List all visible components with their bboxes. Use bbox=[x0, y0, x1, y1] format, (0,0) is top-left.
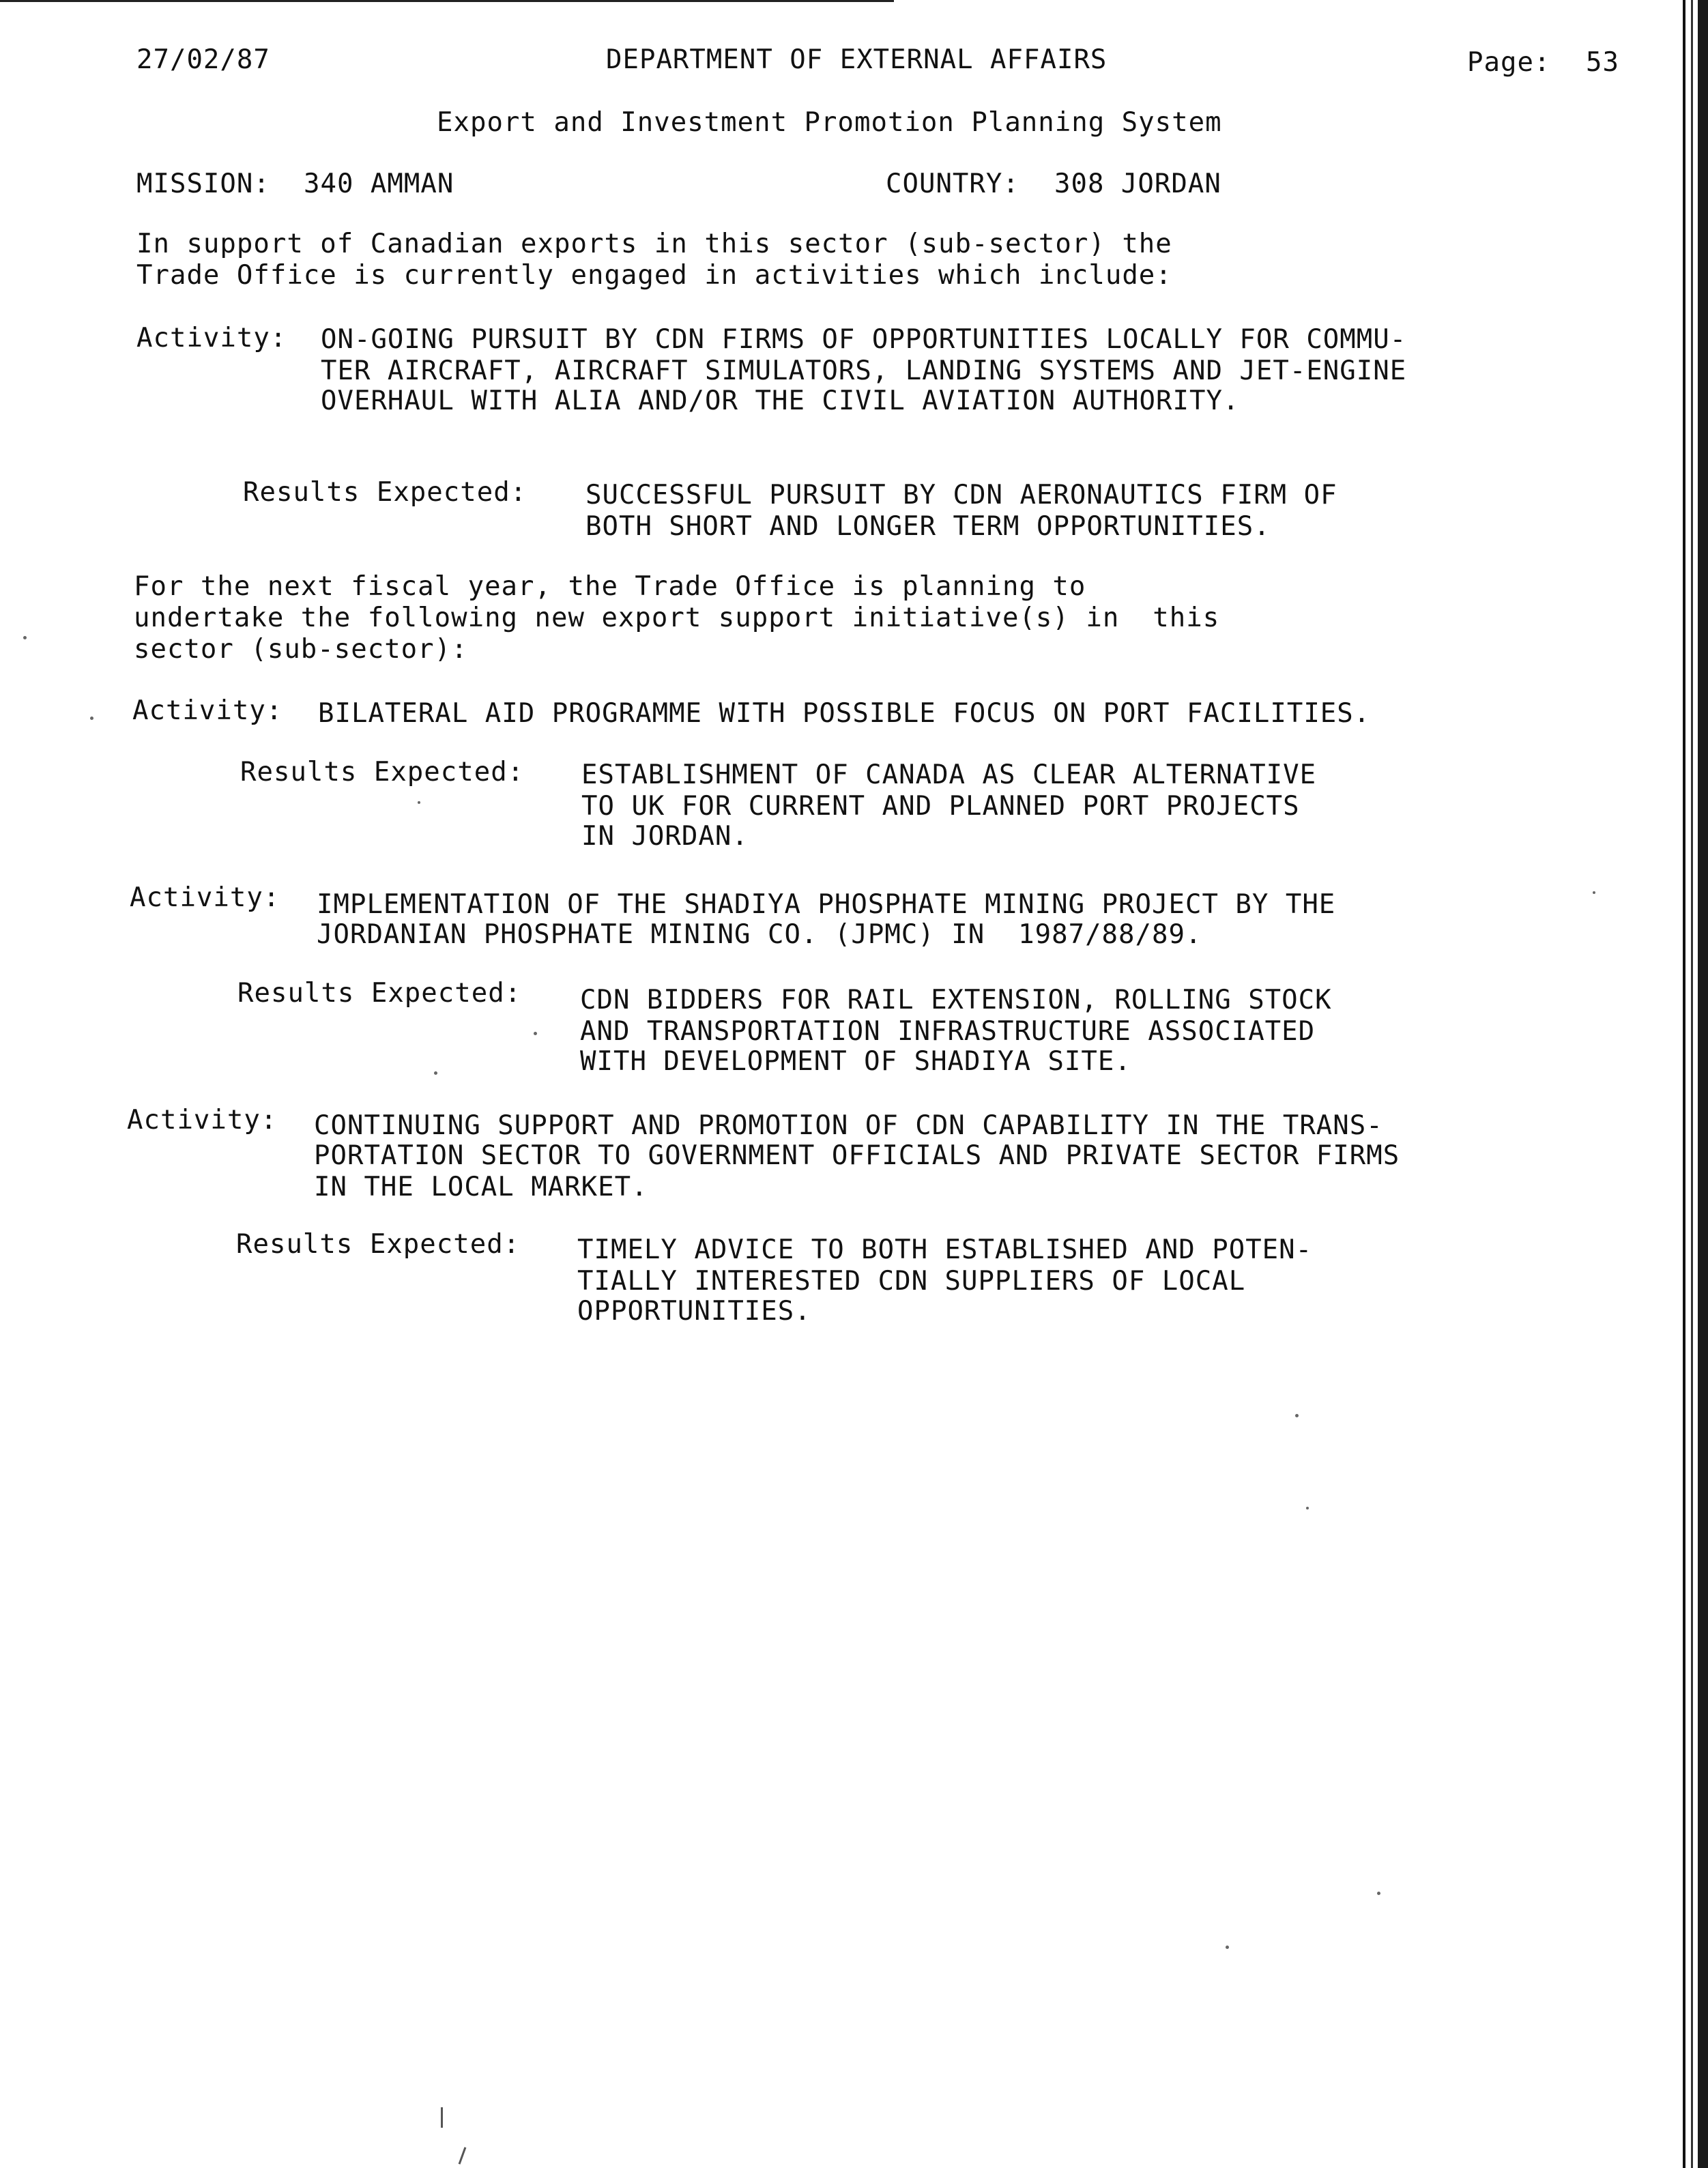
activity-label: Activity: bbox=[127, 1105, 278, 1136]
results-expected-label: Results Expected: bbox=[243, 477, 527, 508]
scan-speck bbox=[1377, 1892, 1380, 1895]
intro-current-line: In support of Canadian exports in this sector (sub-sector) the bbox=[136, 229, 1172, 259]
scan-speck bbox=[418, 801, 420, 804]
activity-text-line: ON-GOING PURSUIT BY CDN FIRMS OF OPPORTUNITIES LOCALLY FOR COMMU- bbox=[321, 324, 1407, 355]
results-text-line: WITH DEVELOPMENT OF SHADIYA SITE. bbox=[580, 1046, 1131, 1077]
scan-speck bbox=[534, 1032, 537, 1035]
scan-speck bbox=[23, 636, 27, 639]
results-text-line: SUCCESSFUL PURSUIT BY CDN AERONAUTICS FIRM OF bbox=[585, 480, 1337, 510]
scan-speck bbox=[434, 1071, 437, 1075]
activity-label: Activity: bbox=[136, 323, 287, 353]
results-text-line: IN JORDAN. bbox=[581, 821, 749, 852]
scan-speck bbox=[1593, 891, 1595, 894]
activity-label: Activity: bbox=[132, 695, 283, 726]
activity-text-line: IMPLEMENTATION OF THE SHADIYA PHOSPHATE MINING PROJECT BY THE bbox=[317, 889, 1336, 920]
activity-text-line: OVERHAUL WITH ALIA AND/OR THE CIVIL AVIATION AUTHORITY. bbox=[321, 386, 1240, 416]
results-text-line: ESTABLISHMENT OF CANADA AS CLEAR ALTERNATIVE bbox=[581, 760, 1317, 790]
page-number: 53 bbox=[1586, 47, 1619, 78]
results-text-line: OPPORTUNITIES. bbox=[577, 1296, 811, 1327]
country-label: COUNTRY: bbox=[886, 169, 1019, 199]
page-edge-line bbox=[1691, 0, 1693, 2168]
results-text-line: CDN BIDDERS FOR RAIL EXTENSION, ROLLING STOCK bbox=[580, 985, 1332, 1015]
intro-next-line: undertake the following new export support initiative(s) in this bbox=[134, 603, 1220, 633]
scan-speck bbox=[1226, 1946, 1229, 1949]
intro-next-line: For the next fiscal year, the Trade Office is planning to bbox=[134, 571, 1086, 602]
scan-speck bbox=[90, 717, 93, 720]
results-text-line: BOTH SHORT AND LONGER TERM OPPORTUNITIES. bbox=[585, 511, 1271, 542]
activity-text-line: TER AIRCRAFT, AIRCRAFT SIMULATORS, LANDING SYSTEMS AND JET-ENGINE bbox=[321, 356, 1407, 386]
results-expected-label: Results Expected: bbox=[236, 1229, 521, 1260]
activity-label: Activity: bbox=[130, 882, 280, 913]
activity-text-line: JORDANIAN PHOSPHATE MINING CO. (JPMC) IN 1987/88/89. bbox=[317, 919, 1202, 950]
results-text-line: TO UK FOR CURRENT AND PLANNED PORT PROJECTS bbox=[581, 791, 1300, 822]
activity-text-line: IN THE LOCAL MARKET. bbox=[314, 1172, 648, 1202]
activity-text-line: CONTINUING SUPPORT AND PROMOTION OF CDN CAPABILITY IN THE TRANS- bbox=[314, 1110, 1383, 1141]
results-text-line: AND TRANSPORTATION INFRASTRUCTURE ASSOCIATED bbox=[580, 1016, 1316, 1047]
results-expected-label: Results Expected: bbox=[237, 978, 522, 1009]
scan-mark bbox=[459, 2147, 467, 2164]
results-expected-label: Results Expected: bbox=[240, 757, 525, 787]
results-text-line: TIALLY INTERESTED CDN SUPPLIERS OF LOCAL bbox=[577, 1266, 1246, 1297]
page-label: Page: bbox=[1467, 47, 1551, 78]
mission-value: 340 AMMAN bbox=[304, 169, 454, 199]
page-edge-line bbox=[1683, 0, 1685, 2168]
scan-speck bbox=[1306, 1507, 1309, 1509]
activity-text-line: BILATERAL AID PROGRAMME WITH POSSIBLE FOCUS ON PORT FACILITIES. bbox=[318, 698, 1371, 729]
intro-current-line: Trade Office is currently engaged in activities which include: bbox=[136, 260, 1172, 291]
scan-speck bbox=[1295, 1414, 1299, 1417]
scan-mark bbox=[441, 2107, 443, 2128]
top-rule bbox=[0, 0, 894, 2]
country-value: 308 JORDAN bbox=[1054, 169, 1221, 199]
mission-label: MISSION: bbox=[136, 169, 270, 199]
intro-next-line: sector (sub-sector): bbox=[134, 634, 468, 665]
page-edge-band bbox=[1698, 0, 1708, 2168]
results-text-line: TIMELY ADVICE TO BOTH ESTABLISHED AND POTEN- bbox=[577, 1234, 1313, 1265]
department-heading: DEPARTMENT OF EXTERNAL AFFAIRS bbox=[606, 44, 1108, 75]
system-title: Export and Investment Promotion Planning System bbox=[437, 107, 1222, 138]
report-date: 27/02/87 bbox=[136, 44, 270, 75]
activity-text-line: PORTATION SECTOR TO GOVERNMENT OFFICIALS AND PRIVATE SECTOR FIRMS bbox=[314, 1140, 1400, 1171]
